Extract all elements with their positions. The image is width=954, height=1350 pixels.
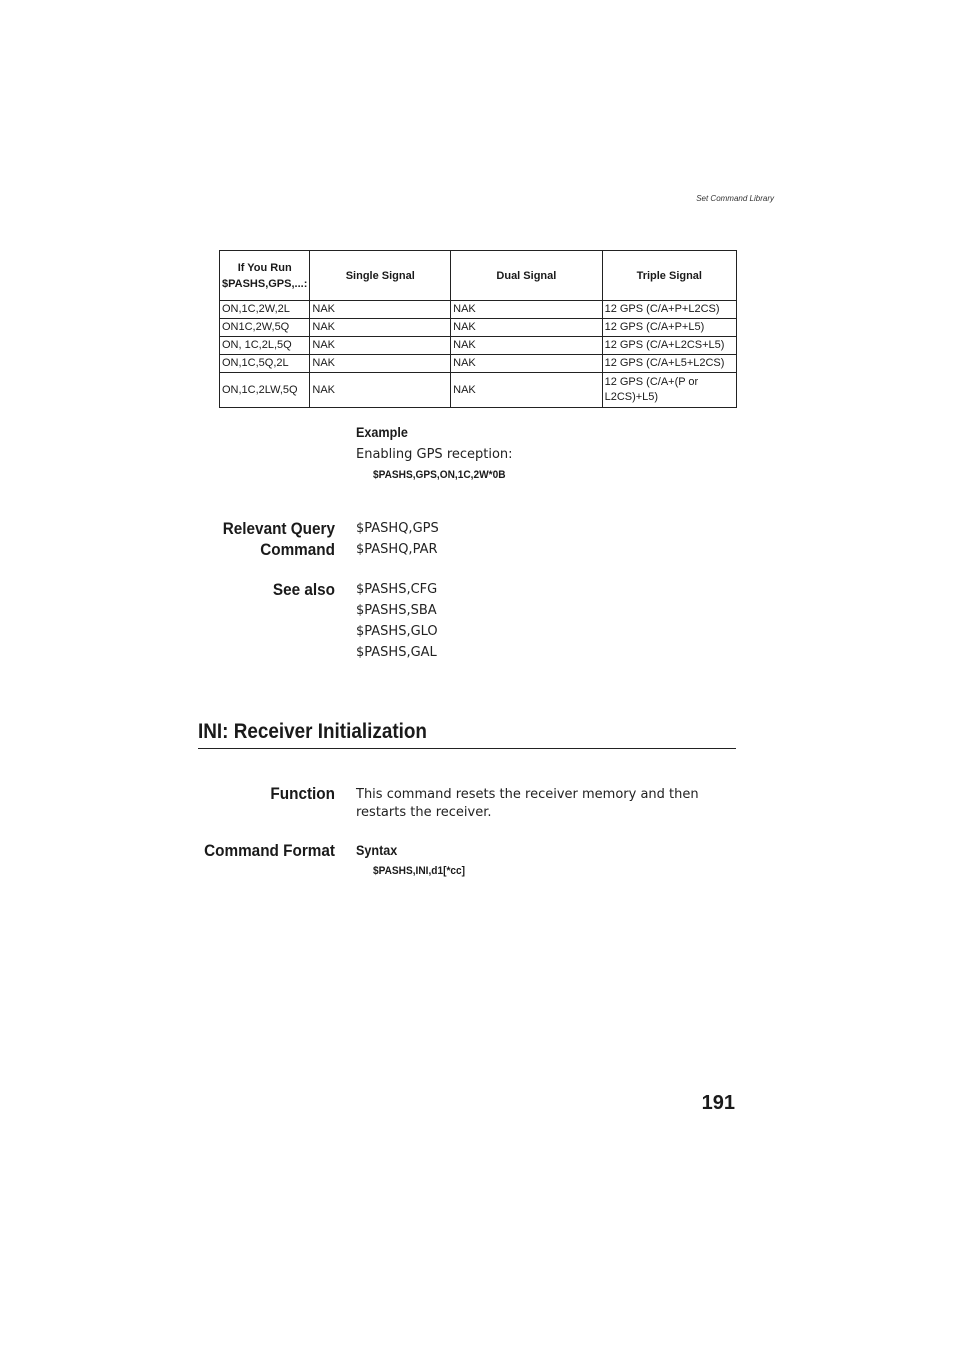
example-code: $PASHS,GPS,ON,1C,2W*0B <box>373 469 506 481</box>
function-text: This command resets the receiver memory and then restarts the receiver. <box>356 787 699 820</box>
syntax-heading: Syntax <box>356 842 398 858</box>
list-item: $PASHS,GAL <box>356 645 437 660</box>
table-cell: NAK <box>310 319 451 337</box>
example-description: Enabling GPS reception: <box>356 447 513 462</box>
relevant-query-label <box>182 518 335 560</box>
section-divider <box>198 748 736 749</box>
table-row <box>220 337 737 355</box>
table-header-triple: Triple Signal <box>602 251 736 301</box>
table-row <box>220 373 737 408</box>
see-also-label: See also <box>272 580 335 599</box>
table-cell: NAK <box>451 355 602 373</box>
table-header-single: Single Signal <box>310 251 451 301</box>
table-cell: ON, 1C,2L,5Q <box>220 337 310 355</box>
table-cell: NAK <box>310 373 451 408</box>
table-row <box>220 319 737 337</box>
relevant-query-label-line2: Command <box>260 540 335 559</box>
table-header-dual: Dual Signal <box>451 251 602 301</box>
list-item: $PASHS,CFG <box>356 582 438 597</box>
table-cell: NAK <box>451 319 602 337</box>
table-row <box>220 355 737 373</box>
table-cell: NAK <box>451 337 602 355</box>
running-header: Set Command Library <box>696 194 774 203</box>
table-cell: ON1C,2W,5Q <box>220 319 310 337</box>
table-header-command: If You Run $PASHS,GPS,...: <box>220 251 310 301</box>
table-cell: 12 GPS (C/A+L5+L2CS) <box>602 355 736 373</box>
relevant-query-list <box>356 518 439 560</box>
relevant-query-label-line1: Relevant Query <box>222 519 335 538</box>
table-cell: 12 GPS (C/A+P+L2CS) <box>602 301 736 319</box>
table-cell: ON,1C,2W,2L <box>220 301 310 319</box>
table-cell: NAK <box>451 301 602 319</box>
syntax-code: $PASHS,INI,d1[*cc] <box>373 865 466 877</box>
table-cell: 12 GPS (C/A+P+L5) <box>602 319 736 337</box>
list-item: $PASHQ,GPS <box>356 521 439 536</box>
table-cell: ON,1C,5Q,2L <box>220 355 310 373</box>
command-format-label: Command Format <box>204 841 335 860</box>
list-item: $PASHQ,PAR <box>356 542 438 557</box>
table-cell: 12 GPS (C/A+(P or L2CS)+L5) <box>602 373 736 408</box>
table-cell: NAK <box>310 337 451 355</box>
list-item: $PASHS,GLO <box>356 624 438 639</box>
table-cell: NAK <box>310 301 451 319</box>
table-row <box>220 301 737 319</box>
signal-table <box>219 250 737 408</box>
example-heading: Example <box>356 424 408 440</box>
list-item: $PASHS,SBA <box>356 603 437 618</box>
table-cell: 12 GPS (C/A+L2CS+L5) <box>602 337 736 355</box>
table-cell: ON,1C,2LW,5Q <box>220 373 310 408</box>
see-also-list <box>356 579 438 663</box>
table-cell: NAK <box>451 373 602 408</box>
table-header-row <box>220 251 737 301</box>
table-cell: NAK <box>310 355 451 373</box>
section-title: INI: Receiver Initialization <box>198 720 427 743</box>
page-number: 191 <box>701 1092 735 1114</box>
function-label: Function <box>270 784 335 803</box>
